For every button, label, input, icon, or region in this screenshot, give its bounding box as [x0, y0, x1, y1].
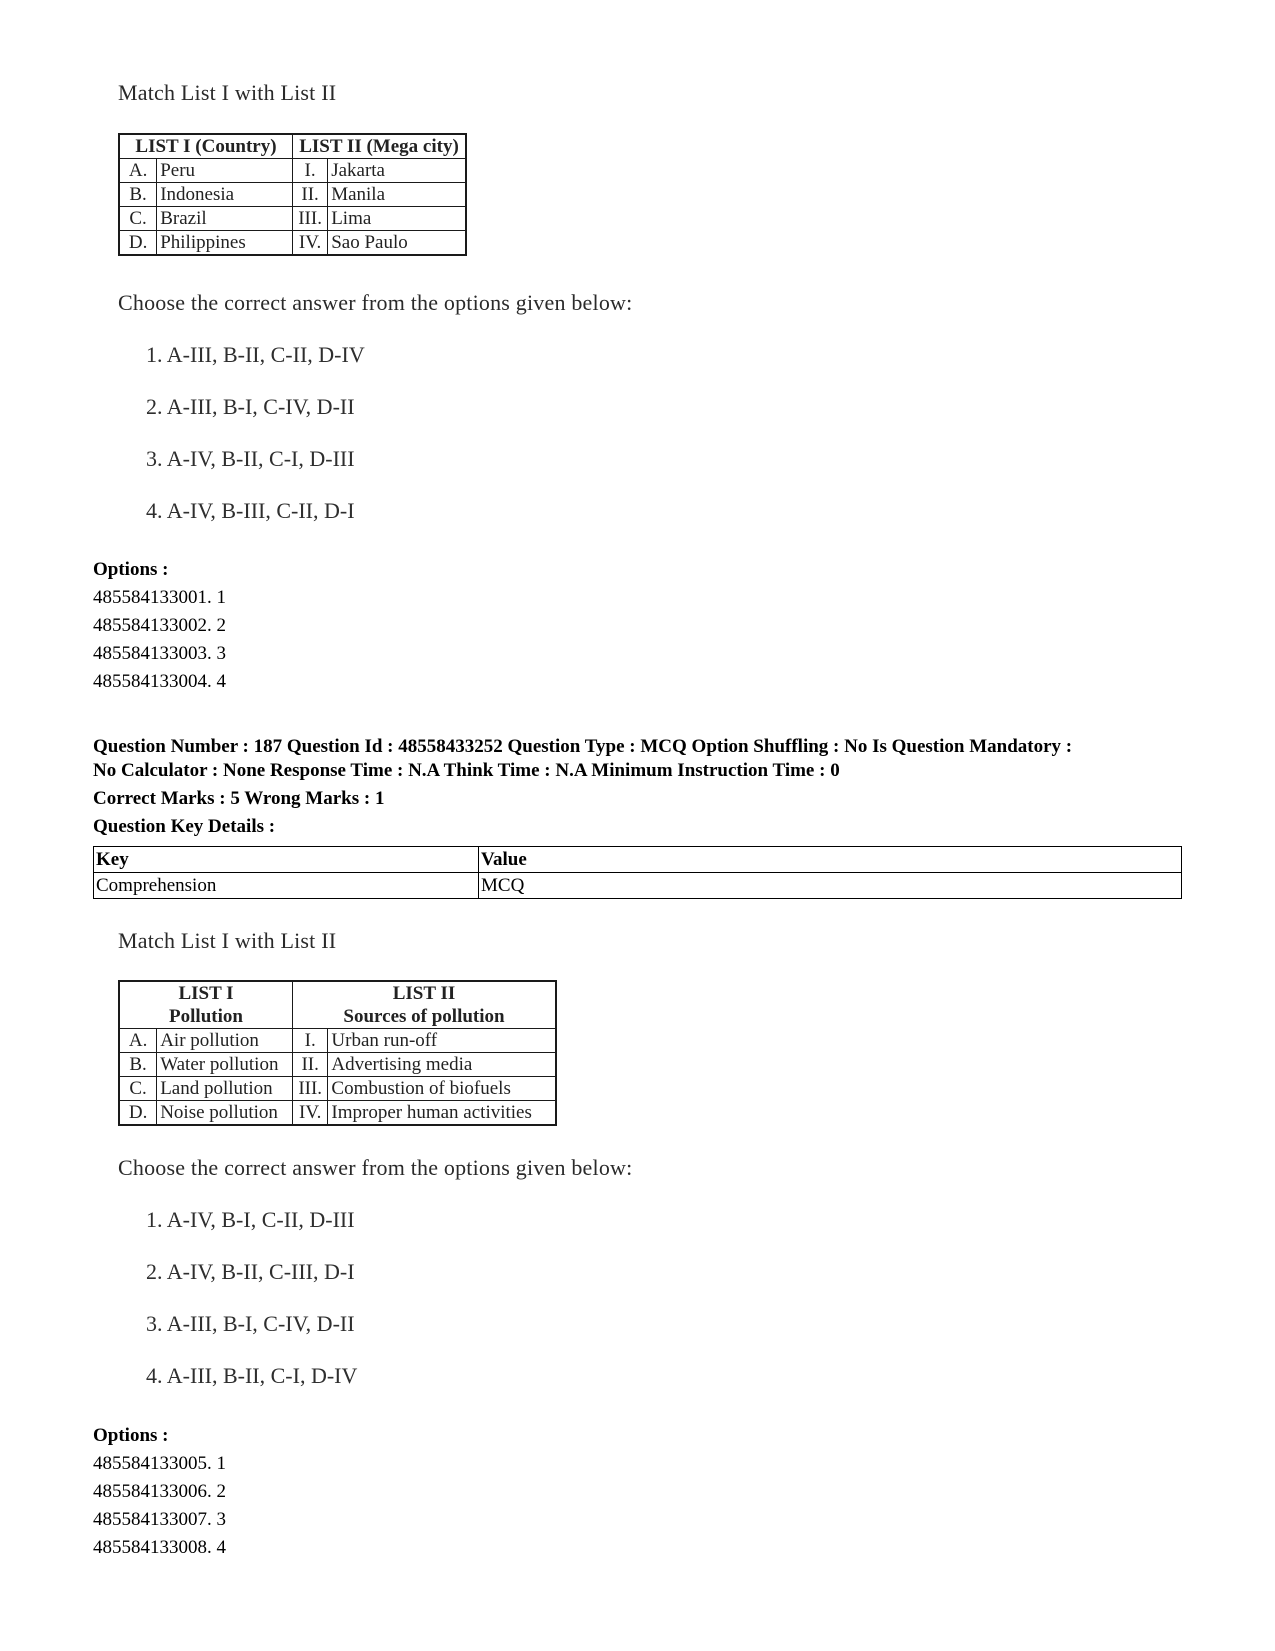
row-letter: B.	[119, 183, 157, 207]
list2-header: LIST II (Mega city)	[293, 134, 467, 159]
q187-key-details-label: Question Key Details :	[93, 816, 276, 837]
q186-choose-text: Choose the correct answer from the options given below:	[118, 290, 633, 315]
q186-choice-2: 2. A-III, B-I, C-IV, D-II	[146, 394, 355, 419]
row-item: Peru	[157, 159, 293, 183]
row-letter: C.	[119, 1077, 157, 1101]
q187-choice-1: 1. A-IV, B-I, C-II, D-III	[146, 1207, 355, 1232]
row-letter: C.	[119, 207, 157, 231]
q187-choice-4: 4. A-III, B-II, C-I, D-IV	[146, 1363, 358, 1388]
row-numeral: II.	[293, 183, 328, 207]
row-item: Water pollution	[157, 1053, 293, 1077]
q186-match-table	[118, 133, 467, 256]
q186-option-3: 485584133003. 3	[93, 643, 226, 664]
table-row	[119, 159, 466, 183]
list1-header	[119, 981, 293, 1029]
row-item: Land pollution	[157, 1077, 293, 1101]
q186-choice-4: 4. A-IV, B-III, C-II, D-I	[146, 498, 355, 523]
row-numeral: III.	[293, 1077, 328, 1101]
q187-prompt: Match List I with List II	[118, 928, 337, 953]
row-match: Sao Paulo	[328, 231, 466, 256]
list1-header-subtitle: Pollution	[169, 1006, 243, 1027]
value-cell: MCQ	[479, 873, 1182, 899]
row-match: Improper human activities	[328, 1101, 556, 1126]
q186-option-4: 485584133004. 4	[93, 671, 226, 692]
q187-meta-line-1: Question Number : 187 Question Id : 48558433252 Question Type : MCQ Option Shuffling : No Is Question Mandatory :	[93, 736, 1073, 757]
q187-key-table	[93, 846, 1182, 899]
row-numeral: IV.	[293, 231, 328, 256]
q187-options-label: Options :	[93, 1425, 169, 1446]
table-row	[119, 1029, 556, 1053]
row-numeral: IV.	[293, 1101, 328, 1126]
q187-option-2: 485584133006. 2	[93, 1481, 226, 1502]
list1-header: LIST I (Country)	[119, 134, 293, 159]
value-header: Value	[479, 847, 1182, 873]
list2-header-title: LIST II	[392, 983, 456, 1004]
q187-option-3: 485584133007. 3	[93, 1509, 226, 1530]
q187-meta-line-2: No Calculator : None Response Time : N.A Think Time : N.A Minimum Instruction Time : 0	[93, 760, 840, 781]
row-item: Philippines	[157, 231, 293, 256]
q186-option-1: 485584133001. 1	[93, 587, 226, 608]
q187-choice-2: 2. A-IV, B-II, C-III, D-I	[146, 1259, 355, 1284]
table-header-row	[94, 847, 1182, 873]
row-numeral: II.	[293, 1053, 328, 1077]
q187-option-1: 485584133005. 1	[93, 1453, 226, 1474]
row-letter: B.	[119, 1053, 157, 1077]
row-item: Indonesia	[157, 183, 293, 207]
q187-match-table	[118, 980, 557, 1126]
table-row	[94, 873, 1182, 899]
row-item: Noise pollution	[157, 1101, 293, 1126]
list2-header	[293, 981, 557, 1029]
key-header: Key	[94, 847, 479, 873]
table-row	[119, 1053, 556, 1077]
table-header-row	[119, 981, 556, 1029]
row-numeral: I.	[293, 159, 328, 183]
table-header-row	[119, 134, 466, 159]
q186-options-label: Options :	[93, 559, 169, 580]
row-numeral: III.	[293, 207, 328, 231]
q187-marks: Correct Marks : 5 Wrong Marks : 1	[93, 788, 385, 809]
row-item: Air pollution	[157, 1029, 293, 1053]
row-letter: D.	[119, 231, 157, 256]
table-row	[119, 183, 466, 207]
q187-choose-text: Choose the correct answer from the options given below:	[118, 1155, 633, 1180]
q186-choice-3: 3. A-IV, B-II, C-I, D-III	[146, 446, 355, 471]
row-item: Brazil	[157, 207, 293, 231]
row-match: Advertising media	[328, 1053, 556, 1077]
q187-option-4: 485584133008. 4	[93, 1537, 226, 1558]
q186-prompt: Match List I with List II	[118, 80, 337, 105]
q187-choice-3: 3. A-III, B-I, C-IV, D-II	[146, 1311, 355, 1336]
table-row	[119, 1101, 556, 1126]
table-row	[119, 1077, 556, 1101]
list1-header-title: LIST I	[178, 983, 234, 1004]
q186-option-2: 485584133002. 2	[93, 615, 226, 636]
row-match: Manila	[328, 183, 466, 207]
row-letter: D.	[119, 1101, 157, 1126]
table-row	[119, 207, 466, 231]
row-match: Combustion of biofuels	[328, 1077, 556, 1101]
row-match: Urban run-off	[328, 1029, 556, 1053]
row-match: Lima	[328, 207, 466, 231]
list2-header-subtitle: Sources of pollution	[343, 1006, 505, 1027]
row-numeral: I.	[293, 1029, 328, 1053]
q186-choice-1: 1. A-III, B-II, C-II, D-IV	[146, 342, 365, 367]
row-letter: A.	[119, 159, 157, 183]
row-letter: A.	[119, 1029, 157, 1053]
key-cell: Comprehension	[94, 873, 479, 899]
table-row	[119, 231, 466, 256]
row-match: Jakarta	[328, 159, 466, 183]
